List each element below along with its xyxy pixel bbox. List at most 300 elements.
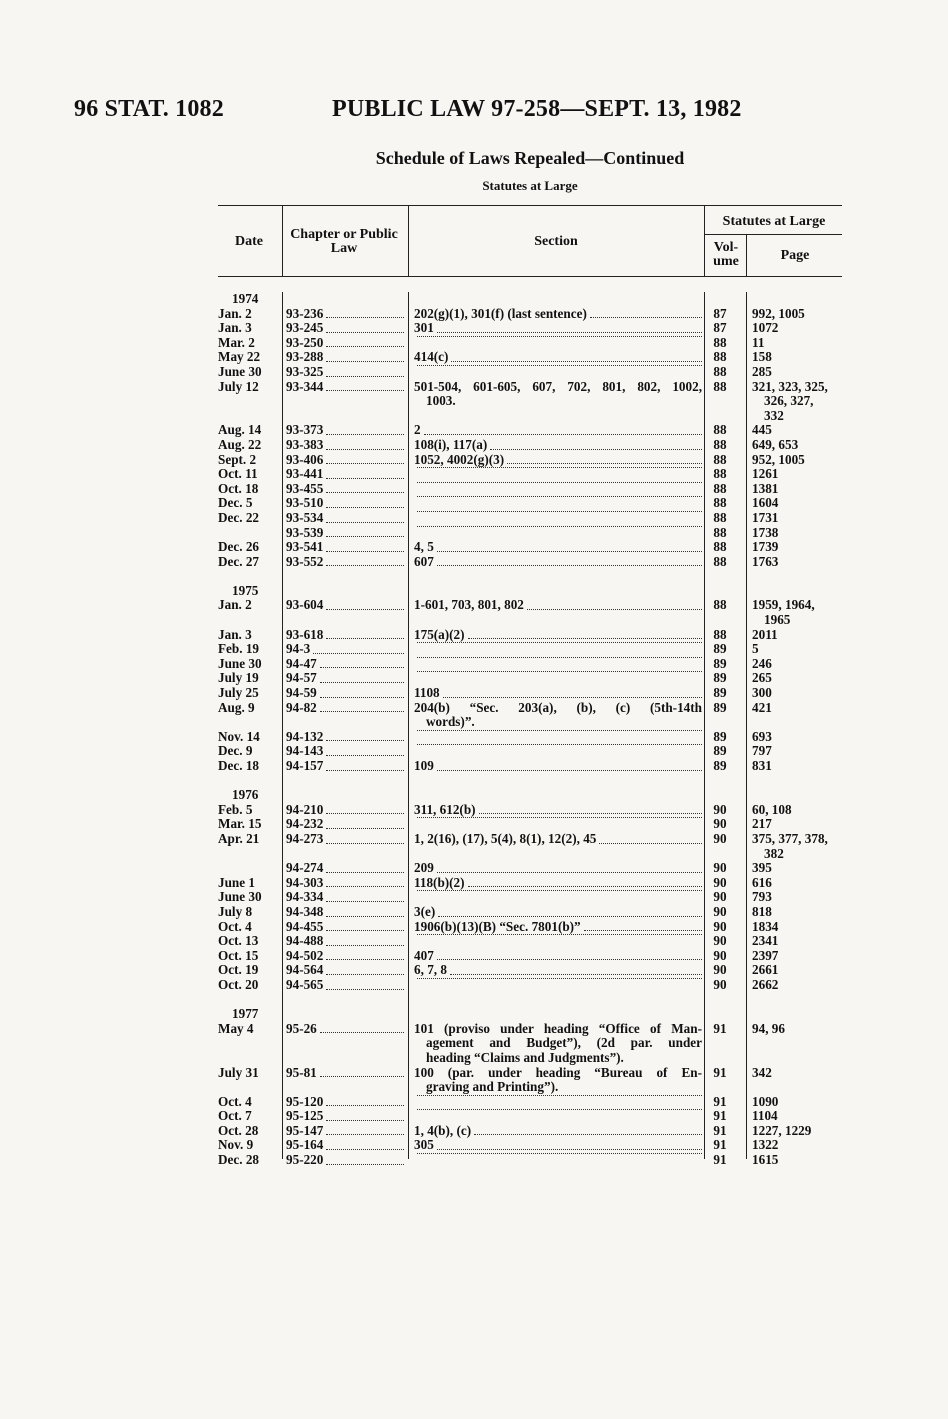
dot-leader [437,321,702,333]
page-text: 11 [752,334,765,350]
volume-cell: 87 [713,305,727,321]
page-cell [752,657,844,672]
table-row [218,540,842,555]
dot-leader [417,482,702,483]
table-row [218,759,842,774]
law-cell [286,1138,404,1153]
law-number: 93-541 [286,539,324,555]
volume-cell: 91 [713,1152,727,1168]
dot-leader [474,1124,702,1136]
section-text: 1108 [414,685,440,701]
dot-leader [326,832,404,844]
section-cell [414,832,702,847]
spacer [218,569,842,584]
volume-cell: 91 [713,1064,727,1080]
table-row [218,1109,842,1124]
table-row [218,1124,842,1139]
section-cell [414,467,702,471]
law-number: 94-132 [286,728,324,744]
page-text-continued: 332 [764,407,784,423]
page-cell [752,963,844,978]
volume-cell: 89 [713,655,727,671]
page-text: 649, 653 [752,436,799,452]
dot-leader [326,861,404,873]
table-row [218,1138,842,1153]
dot-leader [417,526,702,527]
page-cell [752,817,844,832]
dot-leader [450,963,702,975]
date-cell: Aug. 22 [218,436,262,452]
law-cell [286,963,404,978]
law-cell [286,934,404,949]
law-cell [286,657,404,672]
law-cell [286,730,404,745]
dot-leader [584,920,702,932]
page-cell [752,759,844,774]
page-cell [752,686,844,701]
page-cell [752,365,844,380]
page-cell [752,1109,844,1124]
page-text: 1731 [752,509,779,525]
law-number: 93-534 [286,509,324,525]
date-cell: June 30 [218,655,262,671]
spacer [218,993,842,1008]
date-cell: Jan. 3 [218,626,252,642]
section-cell [414,1066,702,1095]
law-cell [286,803,404,818]
law-number: 95-164 [286,1137,324,1153]
page-cell [752,890,844,905]
table-row [218,496,842,511]
page-text: 60, 108 [752,801,792,817]
column-header-volume: Vol-ume [713,240,739,269]
law-number: 93-250 [286,334,324,350]
header-divider [704,234,842,235]
page-text: 1261 [752,466,779,482]
section-text: 108(i), 117(a) [414,436,488,452]
table-row [218,657,842,672]
law-cell [286,598,404,613]
volume-cell: 90 [713,976,727,992]
page-text: 1604 [752,495,779,511]
table-row [218,861,842,876]
year-heading: 1977 [232,1006,259,1022]
dot-leader [326,803,404,815]
section-cell [414,526,702,530]
volume-cell: 89 [713,670,727,686]
page-text-continued: 382 [764,845,784,861]
volume-cell: 89 [713,758,727,774]
dot-leader [326,1124,404,1136]
volume-cell: 88 [713,480,727,496]
section-cell [414,307,702,322]
dot-leader [417,365,702,366]
date-cell: July 19 [218,670,259,686]
dot-leader [599,832,702,844]
law-number: 94-502 [286,947,324,963]
date-cell: July 8 [218,903,253,919]
dot-leader [326,978,404,990]
date-cell: Apr. 21 [218,830,260,846]
section-cell [414,671,702,675]
law-number: 94-303 [286,874,324,890]
section-cell [414,730,702,734]
page-text: 2662 [752,976,779,992]
page-cell [752,949,844,964]
dot-leader [320,1066,404,1078]
law-number: 94-488 [286,933,324,949]
volume-cell: 88 [713,349,727,365]
page-text: 300 [752,685,772,701]
section-cell [414,905,702,920]
date-cell: Oct. 13 [218,933,259,949]
section-text: 1-601, 703, 801, 802 [414,597,524,613]
section-cell [414,890,702,894]
volume-cell: 88 [713,509,727,525]
law-number: 93-406 [286,451,324,467]
section-cell [414,453,702,468]
volume-cell: 90 [713,933,727,949]
law-number: 94-3 [286,641,311,657]
volume-cell: 90 [713,962,727,978]
volume-cell: 90 [713,816,727,832]
section-text: 1, 4(b), (c) [414,1122,472,1138]
section-cell [414,321,702,336]
date-cell: Nov. 9 [218,1137,254,1153]
dot-leader [417,934,702,935]
dot-leader [320,671,404,683]
volume-cell: 88 [713,495,727,511]
page-text: 94, 96 [752,1020,785,1036]
date-cell: Dec. 5 [218,495,253,511]
date-cell: Dec. 22 [218,509,260,525]
volume-cell: 88 [713,626,727,642]
table-row [218,307,842,322]
page-cell [752,1066,844,1081]
date-cell: July 25 [218,685,259,701]
date-cell: Oct. 28 [218,1122,259,1138]
law-cell [286,555,404,570]
table-row [218,423,842,438]
dot-leader [443,686,702,698]
dot-leader [326,817,404,829]
page-cell [752,496,844,511]
law-cell [286,467,404,482]
law-number: 94-565 [286,976,324,992]
volume-cell: 91 [713,1122,727,1138]
law-cell [286,978,404,993]
law-cell [286,453,404,468]
table-row [218,555,842,570]
dot-leader [417,1095,702,1096]
law-number: 93-344 [286,378,324,394]
date-cell: June 30 [218,363,262,379]
table-body [218,292,842,1168]
column-header-law: Chapter or Public Law [290,227,398,256]
law-cell [286,511,404,526]
page-text: 1738 [752,524,779,540]
page-text: 246 [752,655,772,671]
year-heading: 1976 [232,787,259,803]
section-cell [414,657,702,661]
section-text: 204(b) “Sec. 203(a), (b), (c) (5th-14th [414,699,702,715]
page-cell [752,336,844,351]
section-text: 101 (proviso under heading “Office of Man- [414,1020,702,1036]
dot-leader [326,380,404,392]
page-cell [752,803,844,818]
page-text: 375, 377, 378, [752,830,828,846]
dot-leader [417,671,702,672]
page-text: 2661 [752,962,779,978]
law-number: 94-334 [286,889,324,905]
dot-leader [326,744,404,756]
section-text: 209 [414,860,434,876]
dot-leader [507,453,702,465]
volume-cell: 87 [713,320,727,336]
law-cell [286,628,404,643]
page-text: 421 [752,699,772,715]
section-cell [414,438,702,453]
dot-leader [326,321,404,333]
page-cell [752,905,844,920]
section-cell [414,1109,702,1113]
section-text: 175(a)(2) [414,626,465,642]
stat-reference: 96 STAT. 1082 [74,96,224,122]
law-cell [286,1153,404,1168]
dot-leader [326,759,404,771]
section-cell [414,1095,702,1099]
page-cell [752,321,844,336]
table-row [218,438,842,453]
page-text: 1090 [752,1093,779,1109]
section-cell [414,1138,702,1153]
volume-cell: 89 [713,685,727,701]
law-cell [286,1066,404,1081]
section-cell [414,598,702,613]
law-number: 94-210 [286,801,324,817]
page-cell [752,744,844,759]
dot-leader [417,730,702,731]
date-cell: Aug. 14 [218,422,262,438]
law-cell [286,671,404,686]
section-cell [414,642,702,646]
date-cell: Dec. 18 [218,758,260,774]
law-number: 93-604 [286,597,324,613]
law-number: 95-81 [286,1064,317,1080]
dot-leader [417,336,702,337]
section-text-continued: heading “Claims and Judgments”). [426,1049,624,1065]
page-cell [752,642,844,657]
volume-cell: 89 [713,641,727,657]
law-number: 95-26 [286,1020,317,1036]
date-cell: Oct. 20 [218,976,259,992]
volume-cell: 89 [713,699,727,715]
year-heading: 1974 [232,291,259,306]
section-text-continued: words)”. [426,714,475,730]
page-title: PUBLIC LAW 97-258—SEPT. 13, 1982 [332,96,742,122]
law-number: 94-157 [286,758,324,774]
section-text: 301 [414,320,434,336]
law-number: 95-147 [286,1122,324,1138]
page-cell [752,876,844,891]
section-cell [414,1153,702,1157]
page-cell [752,380,844,424]
law-cell [286,1109,404,1124]
table-row [218,526,842,541]
dot-leader [326,511,404,523]
dot-leader [326,890,404,902]
table-row [218,453,842,468]
dot-leader [326,876,404,888]
dot-leader [326,526,404,538]
section-text-continued: graving and Printing”). [426,1079,559,1095]
page-cell [752,861,844,876]
law-cell [286,526,404,541]
column-header-section: Section [534,234,578,249]
table-row [218,949,842,964]
date-cell: Aug. 9 [218,699,255,715]
page-text: 1739 [752,539,779,555]
dot-leader [326,540,404,552]
date-cell: Oct. 18 [218,480,259,496]
table-row [218,642,842,657]
table-row [218,686,842,701]
table-row [218,598,842,627]
volume-cell: 88 [713,553,727,569]
section-cell [414,978,702,982]
page-text: 265 [752,670,772,686]
law-number: 93-245 [286,320,324,336]
dot-leader [417,511,702,512]
section-text: 202(g)(1), 301(f) (last sentence) [414,305,587,321]
page-cell [752,467,844,482]
dot-leader [590,307,702,319]
law-number: 95-125 [286,1108,324,1124]
section-cell [414,540,702,555]
section-cell [414,686,702,701]
date-cell: Oct. 19 [218,962,259,978]
volume-cell: 89 [713,743,727,759]
page-text: 2341 [752,933,779,949]
page-text: 445 [752,422,772,438]
section-cell [414,350,702,365]
date-cell: Feb. 19 [218,641,260,657]
table-row [218,817,842,832]
dot-leader [326,1138,404,1150]
dot-leader [417,657,702,658]
law-number: 94-564 [286,962,324,978]
table-row [218,934,842,949]
page-text: 321, 323, 325, [752,378,828,394]
volume-cell: 91 [713,1093,727,1109]
dot-leader [326,934,404,946]
date-cell: Mar. 2 [218,334,255,350]
section-text: 6, 7, 8 [414,962,447,978]
column-header-page: Page [780,248,810,263]
law-number: 94-59 [286,685,317,701]
volume-cell: 90 [713,830,727,846]
section-cell [414,934,702,938]
section-cell [414,701,702,730]
dot-leader [417,1109,702,1110]
dot-leader [326,496,404,508]
law-number: 94-232 [286,816,324,832]
dot-leader [326,1109,404,1121]
dot-leader [326,555,404,567]
table-row [218,876,842,891]
dot-leader [417,467,702,468]
law-number: 93-539 [286,524,324,540]
page-cell [752,423,844,438]
section-cell [414,365,702,369]
section-text: 407 [414,947,434,963]
page-cell [752,350,844,365]
dot-leader [527,598,702,610]
page-cell [752,628,844,643]
page-cell [752,832,844,861]
volume-cell: 91 [713,1137,727,1153]
table-row [218,1095,842,1110]
page-text: 1959, 1964, [752,597,815,613]
table-row [218,963,842,978]
dot-leader [320,657,404,669]
law-cell [286,1124,404,1139]
table-row [218,1153,842,1168]
law-cell [286,832,404,847]
volume-cell: 90 [713,918,727,934]
law-cell [286,380,404,395]
page-cell [752,1138,844,1153]
table-row [218,744,842,759]
section-text: 3(e) [414,903,436,919]
law-number: 94-47 [286,655,317,671]
section-text: 100 (par. under heading “Bureau of En- [414,1064,702,1080]
dot-leader [326,423,404,435]
dot-leader [417,642,702,643]
volume-cell: 88 [713,466,727,482]
table-row [218,730,842,745]
volume-cell: 88 [713,597,727,613]
date-cell: Jan. 2 [218,597,252,613]
dot-leader [479,803,702,815]
date-cell: June 1 [218,874,256,890]
page-text: 992, 1005 [752,305,805,321]
law-cell [286,423,404,438]
page-text: 1615 [752,1152,779,1168]
page-text: 797 [752,743,772,759]
section-cell [414,876,702,891]
dot-leader [468,876,702,888]
dot-leader [326,467,404,479]
volume-cell: 90 [713,860,727,876]
date-cell: Oct. 4 [218,1093,252,1109]
dot-leader [326,628,404,640]
law-cell [286,1022,404,1037]
law-cell [286,949,404,964]
dot-leader [437,759,702,771]
law-number: 95-120 [286,1093,324,1109]
dot-leader [451,350,702,362]
page-text-continued: 326, 327, [764,393,814,409]
section-cell [414,482,702,486]
volume-cell: 91 [713,1108,727,1124]
volume-cell: 91 [713,1020,727,1036]
date-cell: July 31 [218,1064,259,1080]
law-cell [286,350,404,365]
page-text: 5 [752,641,759,657]
date-cell: Jan. 2 [218,305,252,321]
dot-leader [437,861,702,873]
